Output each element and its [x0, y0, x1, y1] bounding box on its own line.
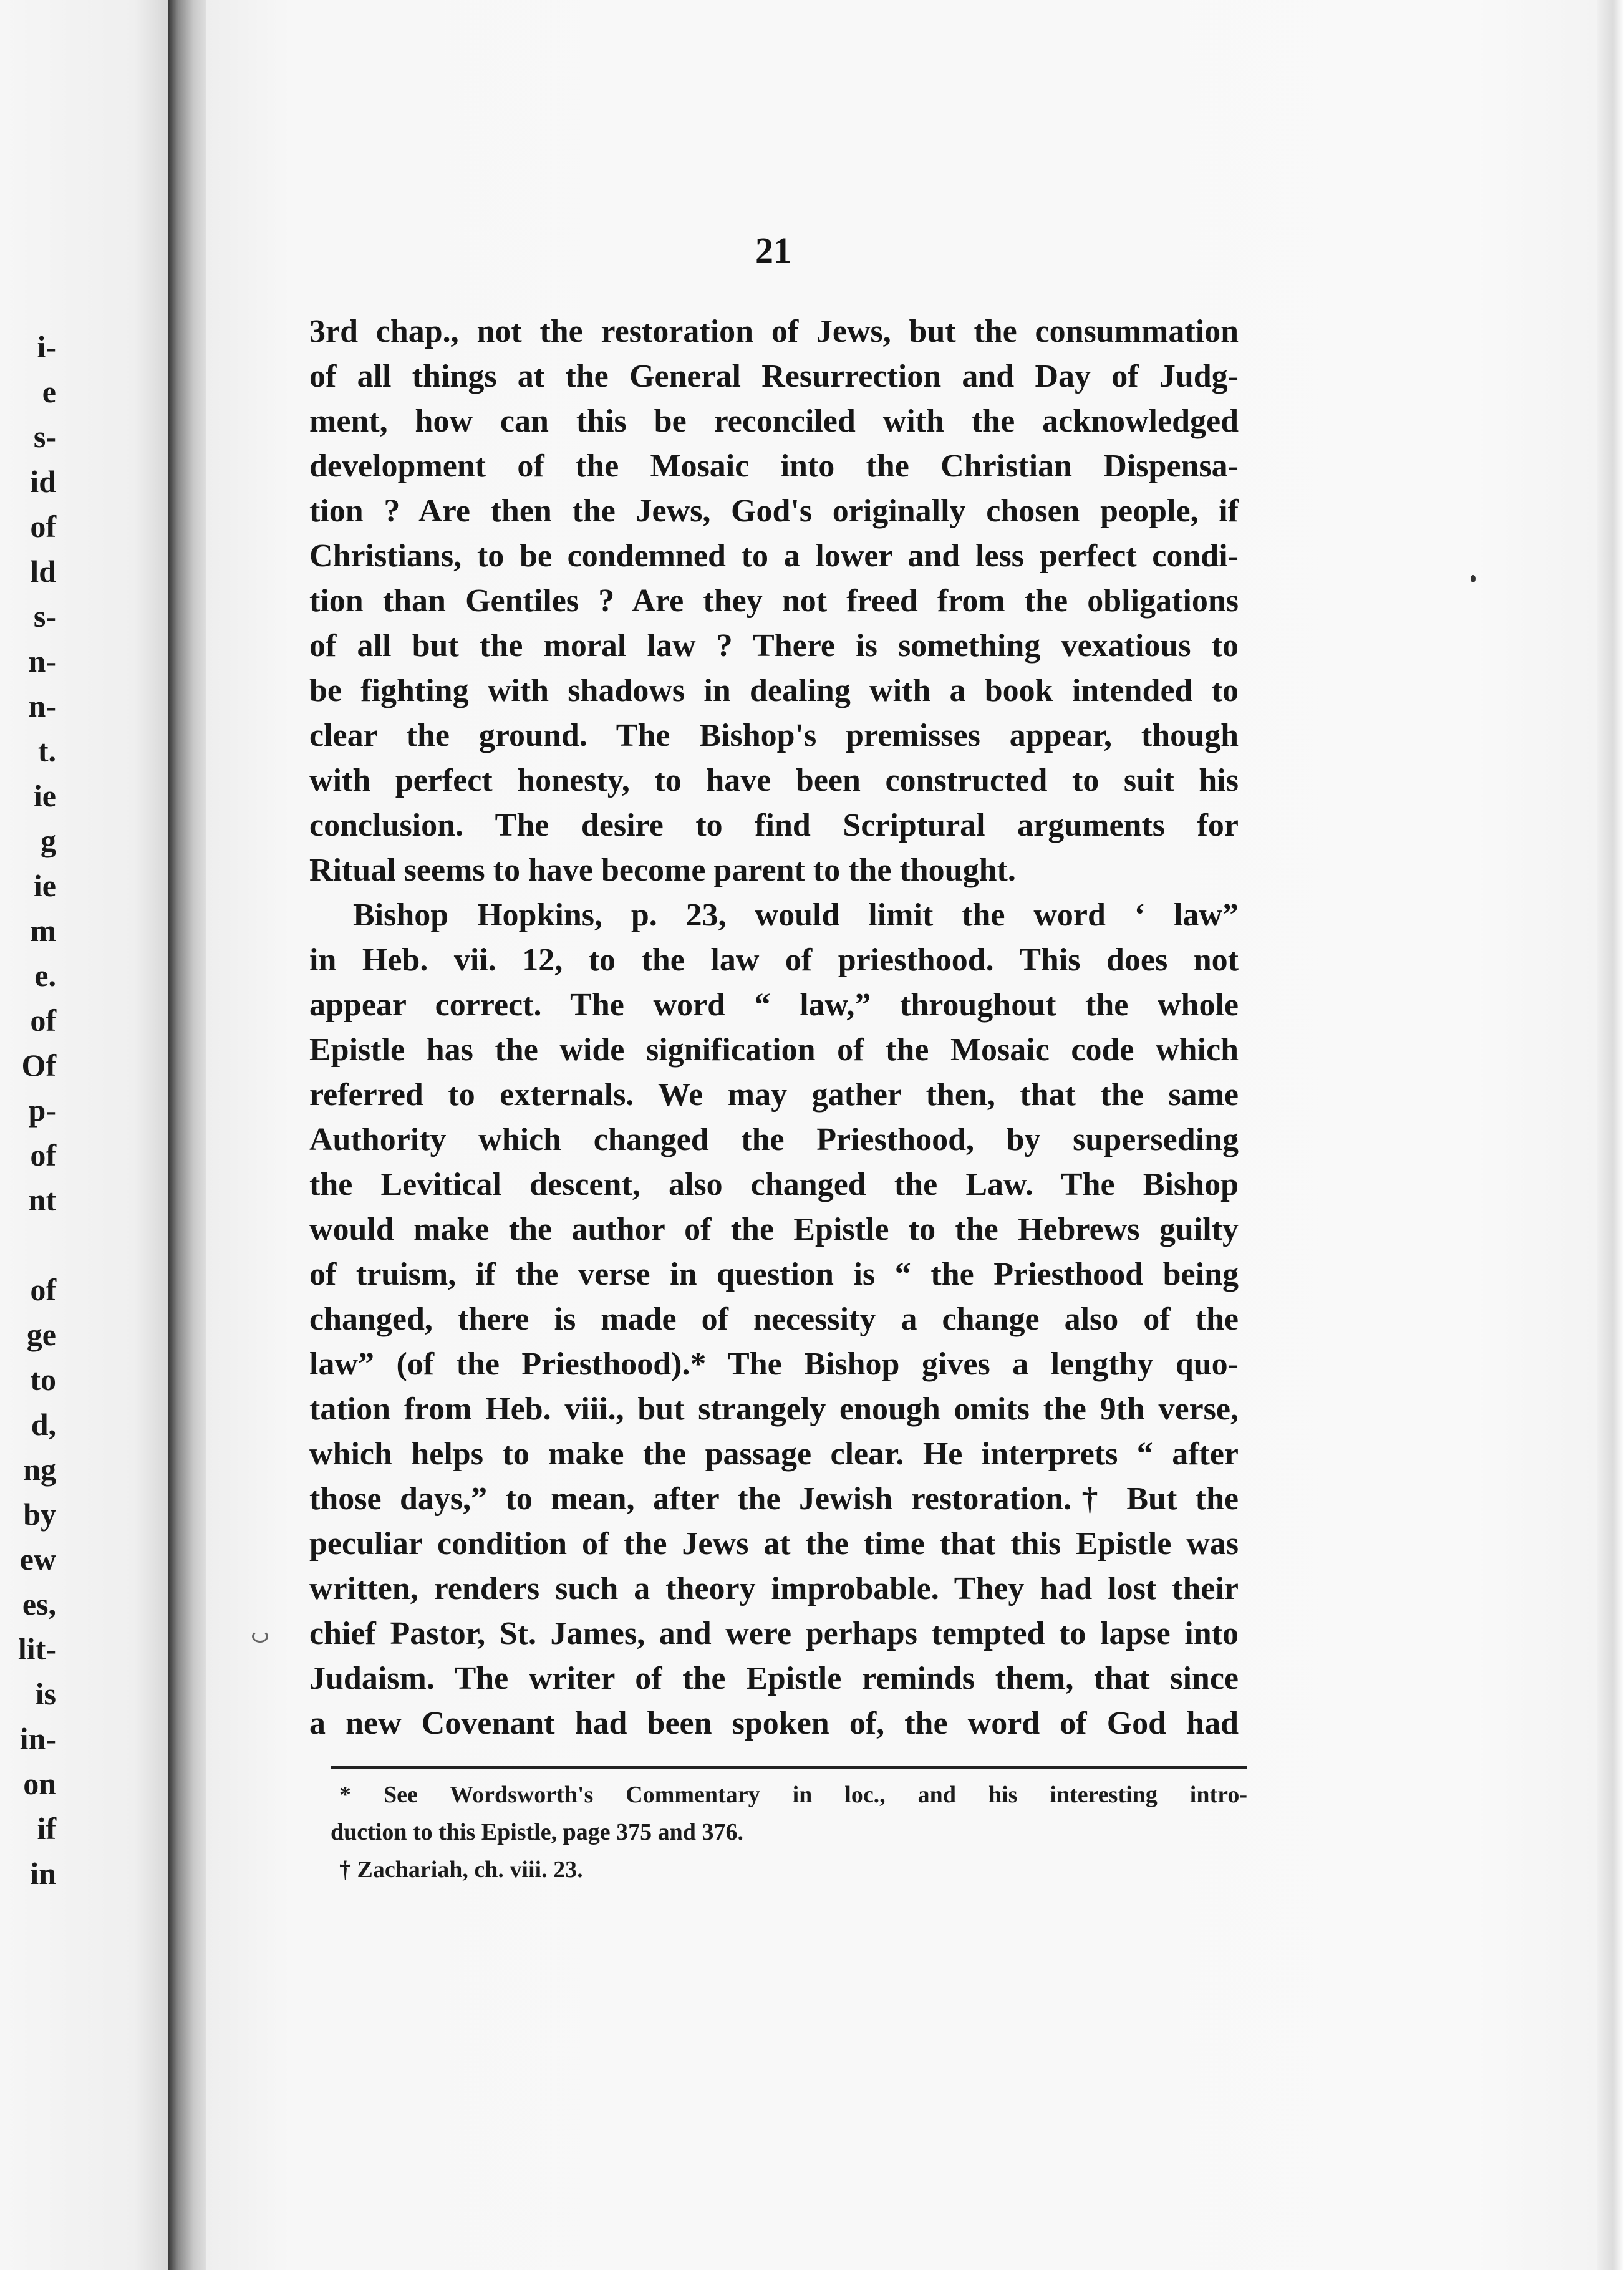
text-line: chief Pastor, St. James, and were perhaps tempted to lapse into [309, 1616, 1239, 1651]
left-facing-page [0, 0, 168, 2270]
footnote-line: duction to this Epistle, page 375 and 376. [331, 1819, 743, 1845]
margin-fragment: g [41, 823, 56, 858]
margin-fragment: by [23, 1497, 56, 1532]
margin-fragment: of [30, 509, 56, 544]
margin-fragment: of [30, 1272, 56, 1307]
text-line: 3rd chap., not the restoration of Jews, but the consummation [309, 314, 1239, 349]
margin-fragment: ew [19, 1542, 56, 1577]
text-line: which helps to make the passage clear. He interprets “ after [309, 1436, 1239, 1472]
margin-fragment: i- [37, 329, 56, 364]
text-line: Bishop Hopkins, p. 23, would limit the word ‘ law” [353, 897, 1239, 933]
margin-fragment: Of [21, 1048, 56, 1083]
footnote-line: * See Wordsworth's Commentary in loc., and his interesting intro- [339, 1782, 1247, 1808]
text-line: appear correct. The word “ law,” throughout the whole [309, 987, 1239, 1023]
page-edge [1597, 0, 1624, 2270]
margin-fragment: m [30, 913, 56, 948]
text-line: tion than Gentiles ? Are they not freed from the obligations [309, 583, 1239, 619]
stray-ink-dot [1471, 575, 1476, 582]
footnote-line: † Zachariah, ch. viii. 23. [339, 1857, 583, 1883]
margin-fragment: e. [34, 958, 56, 993]
text-line: clear the ground. The Bishop's premisses appear, though [309, 718, 1239, 753]
margin-fragment: t. [37, 733, 56, 768]
margin-fragment: ld [30, 554, 56, 589]
margin-fragment: in [30, 1856, 56, 1891]
margin-fragment: ng [23, 1452, 56, 1487]
margin-fragment [0, 1222, 56, 1267]
margin-fragment: d, [31, 1407, 56, 1442]
text-line: of truism, if the verse in question is “ the Priesthood being [309, 1257, 1239, 1292]
text-line: ment, how can this be reconciled with the acknowledged [309, 403, 1239, 439]
text-line: changed, there is made of necessity a change also of the [309, 1302, 1239, 1337]
page-body-text [309, 309, 1239, 1746]
margin-fragment: nt [28, 1182, 56, 1217]
text-line: Epistle has the wide signification of the Mosaic code which [309, 1032, 1239, 1068]
footnotes [331, 1776, 1247, 1888]
text-line: in Heb. vii. 12, to the law of priesthood. This does not [309, 942, 1239, 978]
margin-fragment: s- [33, 599, 56, 634]
margin-fragment: on [23, 1766, 56, 1801]
page-number: 21 [755, 230, 791, 271]
margin-fragment: p- [28, 1093, 56, 1128]
text-line: Authority which changed the Priesthood, by superseding [309, 1122, 1239, 1157]
text-line: with perfect honesty, to have been constructed to suit his [309, 763, 1239, 798]
margin-fragment: to [30, 1362, 56, 1397]
margin-fragment: s- [33, 419, 56, 454]
text-line: would make the author of the Epistle to the Hebrews guilty [309, 1212, 1239, 1247]
text-line: of all but the moral law ? There is something vexatious to [309, 628, 1239, 664]
margin-fragment: ie [33, 868, 56, 903]
margin-fragment: is [35, 1676, 56, 1711]
text-line: peculiar condition of the Jews at the time that this Epistle was [309, 1526, 1239, 1562]
margin-fragment: n- [28, 644, 56, 679]
text-line: tation from Heb. viii., but strangely enough omits the 9th verse, [309, 1391, 1239, 1427]
margin-fragment: es, [22, 1587, 56, 1621]
left-page-margin-fragments [0, 324, 56, 1896]
margin-fragment: ge [26, 1317, 56, 1352]
margin-fragment: lit- [17, 1631, 56, 1666]
margin-fragment: of [30, 1137, 56, 1172]
footnote-divider [331, 1766, 1247, 1769]
text-line: law” (of the Priesthood).* The Bishop gives a lengthy quo- [309, 1346, 1239, 1382]
stray-ink-mark [252, 1630, 268, 1643]
margin-fragment: id [30, 464, 56, 499]
margin-fragment: if [37, 1811, 56, 1846]
text-line: referred to externals. We may gather then, that the same [309, 1077, 1239, 1113]
text-line: conclusion. The desire to find Scriptural arguments for [309, 808, 1239, 843]
text-line: Judaism. The writer of the Epistle reminds them, that since [309, 1661, 1239, 1696]
margin-fragment: of [30, 1003, 56, 1038]
text-line: be fighting with shadows in dealing with a book intended to [309, 673, 1239, 708]
margin-fragment: ie [33, 778, 56, 813]
text-line: development of the Mosaic into the Christian Dispensa- [309, 448, 1239, 484]
text-line: written, renders such a theory improbable. They had lost their [309, 1571, 1239, 1606]
margin-fragment: n- [28, 688, 56, 723]
text-line: Christians, to be condemned to a lower and less perfect condi- [309, 538, 1239, 574]
text-line: tion ? Are then the Jews, God's originally chosen people, if [309, 493, 1239, 529]
text-line: the Levitical descent, also changed the Law. The Bishop [309, 1167, 1239, 1202]
text-line: Ritual seems to have become parent to the thought. [309, 852, 1016, 888]
margin-fragment: e [42, 374, 56, 409]
text-line: those days,” to mean, after the Jewish restoration.† But the [309, 1481, 1239, 1517]
margin-fragment: in- [19, 1721, 56, 1756]
text-line: a new Covenant had been spoken of, the word of God had [309, 1706, 1239, 1741]
text-line: of all things at the General Resurrection and Day of Judg- [309, 359, 1239, 394]
